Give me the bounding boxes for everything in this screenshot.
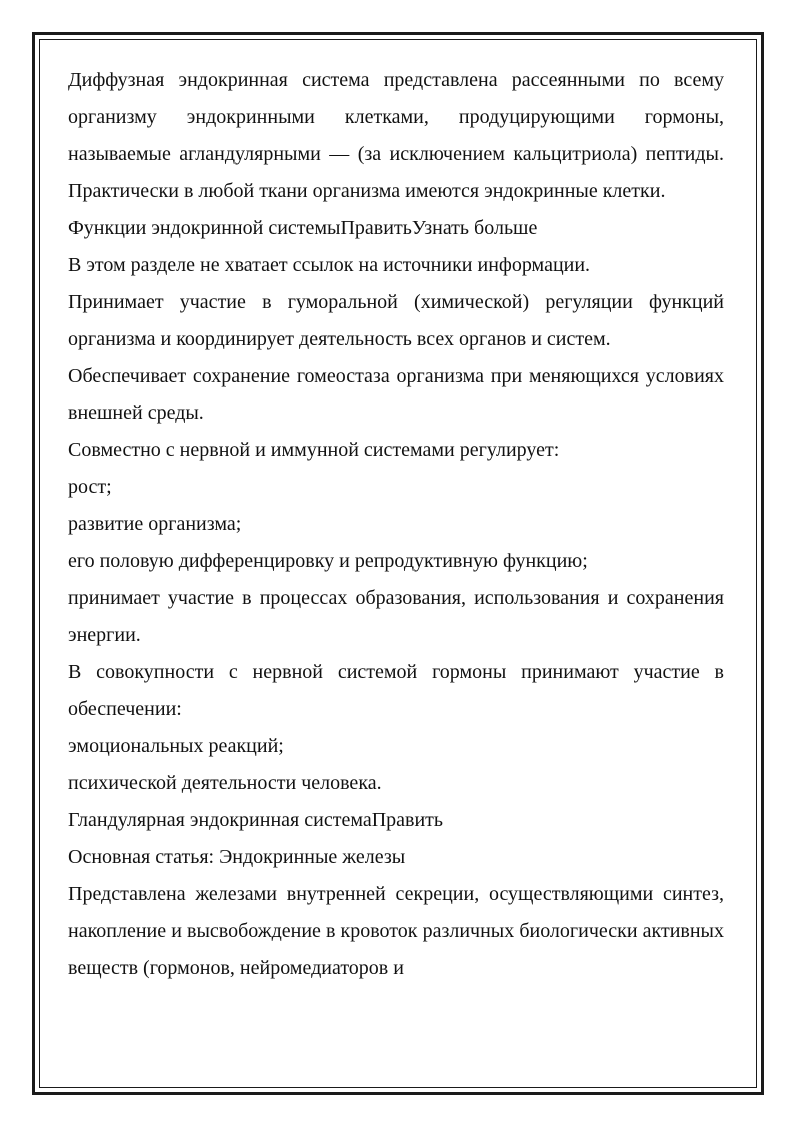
list-item-energy: принимает участие в процессах образования, использования и сохранения энергии. [68, 587, 724, 646]
paragraph-glands: Представлена железами внутренней секреции, осуществляющими синтез, накопление и высвобождение в кровоток различных биологически активных веществ (гормонов, нейромедиаторов и [68, 883, 724, 979]
list-item-differentiation: его половую дифференцировку и репродуктивную функцию; [68, 550, 588, 572]
notice-missing-sources: В этом разделе не хватает ссылок на источники информации. [68, 254, 591, 276]
paragraph-diffuse-system: Диффузная эндокринная система представлена рассеянными по всему организму эндокринными клетками, продуцирующими гормоны, называемые агландулярными — (за исключением кальцитриола) пептиды. Практически в любой ткани организма имеются эндокринные клетки. [68, 69, 724, 202]
paragraph-humoral-regulation: Принимает участие в гуморальной (химической) регуляции функций организма и координирует деятельность всех органов и систем. [68, 291, 724, 350]
main-article-reference: Основная статья: Эндокринные железы [68, 846, 406, 868]
list-item-mental: психической деятельности человека. [68, 772, 382, 794]
paragraph-homeostasis: Обеспечивает сохранение гомеостаза организма при меняющихся условиях внешней среды. [68, 365, 724, 424]
list-item-emotional: эмоциональных реакций; [68, 735, 284, 757]
list-item-development: развитие организма; [68, 513, 242, 535]
document-body [68, 62, 724, 987]
heading-functions: Функции эндокринной системыПравитьУзнать больше [68, 217, 538, 239]
paragraph-nervous-system: В совокупности с нервной системой гормоны принимают участие в обеспечении: [68, 661, 724, 720]
list-item-growth: рост; [68, 476, 112, 498]
heading-glandular-system: Гландулярная эндокринная системаПравить [68, 809, 444, 831]
paragraph-regulates-intro: Совместно с нервной и иммунной системами регулирует: [68, 439, 560, 461]
